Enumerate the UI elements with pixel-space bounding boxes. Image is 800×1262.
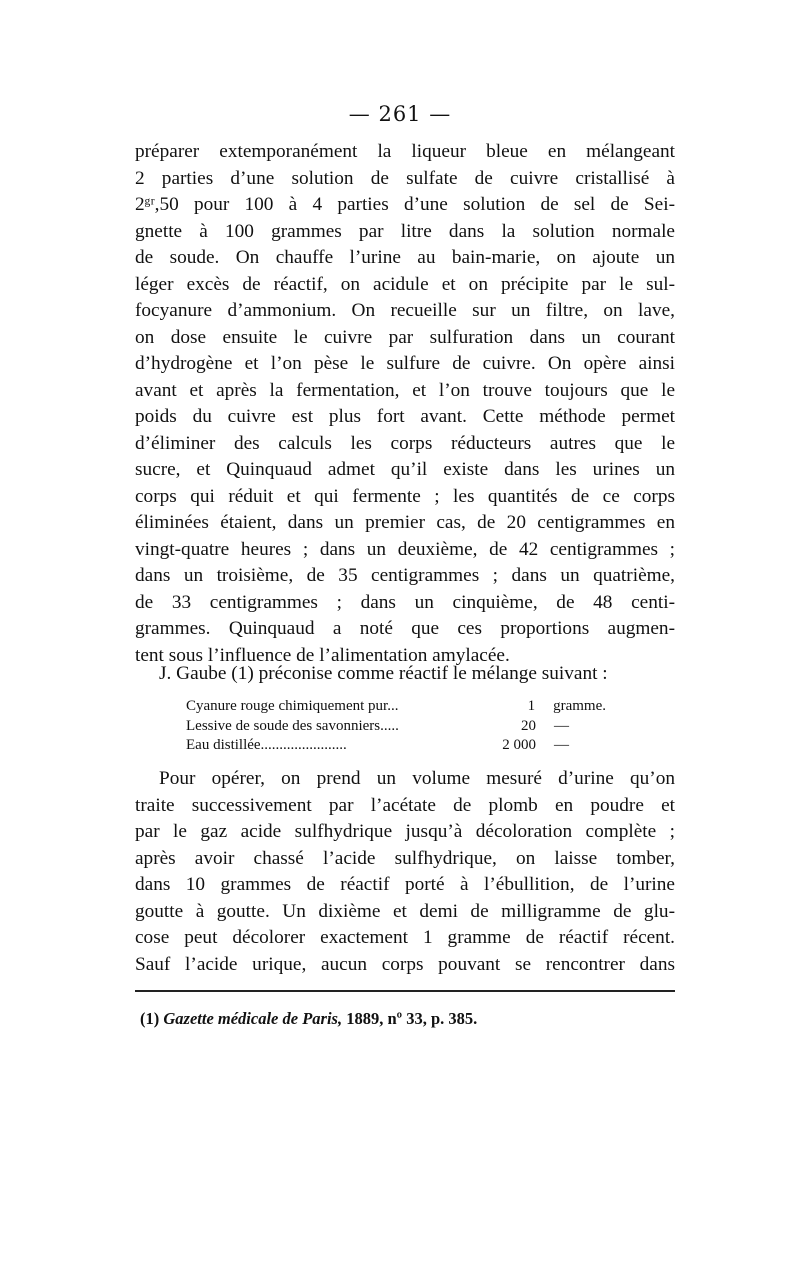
paragraph-gaube-reagent bbox=[135, 661, 675, 688]
footnote-details: 1889, nº 33, p. 385. bbox=[346, 1009, 478, 1028]
text-line: 2 parties d’une solution de sulfate de cuivre cristallisé à bbox=[135, 167, 675, 189]
text-line: goutte à goutte. Un dixième et demi de milligramme de glu- bbox=[135, 900, 675, 922]
text-line: 2ᵍʳ,50 pour 100 à 4 parties d’une solution de sel de Sei- bbox=[135, 194, 675, 215]
text-line: d’hydrogène et l’on pèse le sulfure de cuivre. On opère ainsi bbox=[135, 353, 675, 374]
formula-quantity: 2 000 bbox=[502, 737, 536, 753]
formula-ingredient: Eau distillée....................... bbox=[186, 737, 347, 753]
text-line: préparer extemporanément la liqueur bleue en mélangeant bbox=[135, 141, 675, 162]
formula-quantity: 20 bbox=[521, 717, 536, 734]
footnote-divider bbox=[135, 990, 675, 992]
text-line: gnette à 100 grammes par litre dans la solution normale bbox=[135, 220, 675, 242]
text-line: traite successivement par l’acétate de plomb en poudre et bbox=[135, 794, 675, 816]
text-line: corps qui réduit et qui fermente ; les quantités de ce corps bbox=[135, 485, 675, 507]
formula-row bbox=[186, 736, 606, 756]
text-line: cose peut décolorer exactement 1 gramme de réactif récent. bbox=[135, 927, 675, 948]
text-line: par le gaz acide sulfhydrique jusqu’à décoloration complète ; bbox=[135, 821, 675, 842]
page-number: — 261 — bbox=[348, 102, 452, 126]
formula-unit: — bbox=[554, 717, 569, 734]
text-line: J. Gaube (1) préconise comme réactif le mélange suivant : bbox=[159, 663, 608, 684]
formula-ingredient: Cyanure rouge chimiquement pur... bbox=[186, 698, 399, 714]
text-line: léger excès de réactif, on acidule et on précipite par le sul- bbox=[135, 273, 675, 295]
text-line: poids du cuivre est plus fort avant. Cette méthode permet bbox=[135, 406, 675, 427]
formula-row bbox=[186, 697, 606, 717]
footnote bbox=[140, 1008, 680, 1030]
text-line: on dose ensuite le cuivre par sulfuration dans un courant bbox=[135, 326, 675, 348]
footnote-journal-title: Gazette médicale de Paris, bbox=[163, 1009, 343, 1028]
text-line: dans 10 grammes de réactif porté à l’ébullition, de l’urine bbox=[135, 874, 675, 895]
text-line: après avoir chassé l’acide sulfhydrique, on laisse tomber, bbox=[135, 847, 675, 869]
text-line: focyanure d’ammonium. On recueille sur un filtre, on lave, bbox=[135, 300, 675, 321]
formula-row bbox=[186, 717, 606, 737]
text-line: vingt-quatre heures ; dans un deuxième, de 42 centigrammes ; bbox=[135, 538, 675, 560]
formula-unit: — bbox=[554, 737, 569, 753]
text-line: de soude. On chauffe l’urine au bain-marie, on ajoute un bbox=[135, 247, 675, 268]
text-line: d’éliminer des calculs les corps réducteurs autres que le bbox=[135, 432, 675, 454]
text-line: sucre, et Quinquaud admet qu’il existe dans les urines un bbox=[135, 459, 675, 480]
paragraph-quinquaud-method bbox=[135, 139, 675, 669]
text-line: éliminées étaient, dans un premier cas, de 20 centigrammes en bbox=[135, 512, 675, 533]
footnote-marker: (1) bbox=[140, 1009, 160, 1028]
text-line: Sauf l’acide urique, aucun corps pouvant se rencontrer dans bbox=[135, 953, 675, 975]
formula-ingredient: Lessive de soude des savonniers..... bbox=[186, 717, 399, 734]
text-line: Pour opérer, on prend un volume mesuré d’urine qu’on bbox=[159, 768, 675, 789]
text-line: tent sous l’influence de l’alimentation amylacée. bbox=[135, 644, 510, 666]
reagent-formula-table bbox=[186, 697, 606, 756]
paragraph-procedure bbox=[135, 766, 675, 978]
formula-quantity: 1 bbox=[527, 698, 536, 714]
text-line: dans un troisième, de 35 centigrammes ; dans un quatrième, bbox=[135, 565, 675, 586]
text-line: avant et après la fermentation, et l’on trouve toujours que le bbox=[135, 379, 675, 401]
formula-unit: gramme. bbox=[553, 698, 606, 714]
text-line: grammes. Quinquaud a noté que ces proportions augmen- bbox=[135, 618, 675, 639]
text-line: de 33 centigrammes ; dans un cinquième, de 48 centi- bbox=[135, 591, 675, 613]
